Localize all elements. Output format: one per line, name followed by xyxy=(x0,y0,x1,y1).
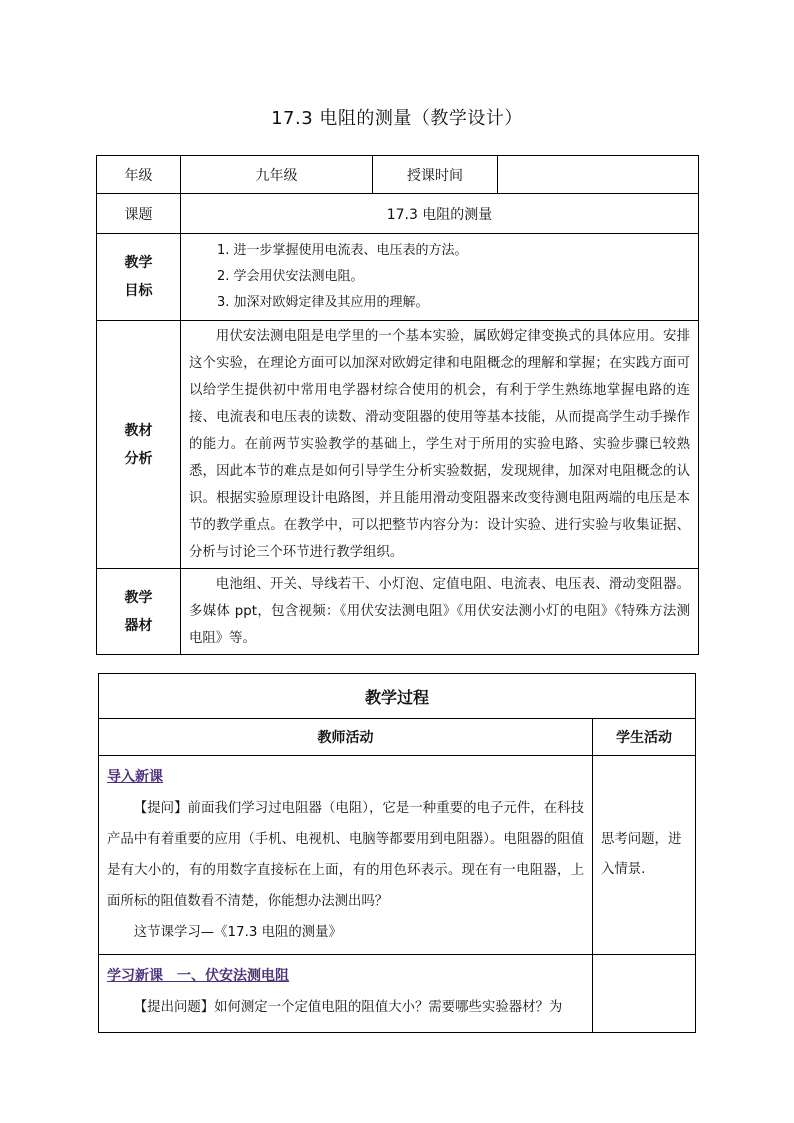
analysis-row xyxy=(97,321,699,569)
materials-label-line1: 教学 xyxy=(124,589,153,606)
class-time-label: 授课时间 xyxy=(373,156,498,194)
analysis-content xyxy=(181,321,699,569)
analysis-label-line2: 分析 xyxy=(124,450,153,467)
grade-label: 年级 xyxy=(97,156,181,194)
teacher-activity-header: 教师活动 xyxy=(99,719,593,756)
intro-closing-text: 这节课学习—《17.3 电阻的测量》 xyxy=(133,925,342,940)
goals-row xyxy=(97,234,699,321)
materials-label-line2: 器材 xyxy=(124,617,153,634)
lesson-info-table xyxy=(96,155,699,655)
goal-item: 2. 学会用伏安法测电阻。 xyxy=(217,269,364,284)
new-lesson-row xyxy=(99,955,696,1033)
materials-content xyxy=(181,569,699,655)
student-activity-header: 学生活动 xyxy=(593,719,696,756)
intro-row xyxy=(99,756,696,955)
topic-label: 课题 xyxy=(97,194,181,234)
new-lesson-section-heading[interactable]: 学习新课 一、伏安法测电阻 xyxy=(107,968,289,984)
process-title-row xyxy=(99,674,696,719)
process-title: 教学过程 xyxy=(99,674,696,719)
intro-question-text: 【提问】前面我们学习过电阻器（电阻），它是一种重要的电子元件，在科技产品中有着重要的应用（手机、电视机、电脑等都要用到电阻器）。电阻器的阻值是有大小的，有的用数字直接标在上面，有的用色环表示。现在有一电阻器，上面所标的阻值数看不清楚，你能想办法测出吗？ xyxy=(107,801,584,909)
analysis-label xyxy=(97,321,181,569)
intro-student-cell: 思考问题，进入情景. xyxy=(593,756,696,955)
process-header-row xyxy=(99,719,696,756)
goals-label-line1: 教学 xyxy=(124,255,153,271)
analysis-label-line1: 教材 xyxy=(124,422,153,439)
document-title: 17.3 电阻的测量（教学设计） xyxy=(271,108,523,129)
materials-text: 电池组、开关、导线若干、小灯泡、定值电阻、电流表、电压表、滑动变阻器。多媒体 ppt，包含视频：《用伏安法测电阻》《用伏安法测小灯的电阻》《特殊方法测电阻》等。 xyxy=(189,577,690,646)
goal-item: 3. 加深对欧姆定律及其应用的理解。 xyxy=(217,295,429,310)
intro-teacher-cell xyxy=(99,756,593,955)
grade-row xyxy=(97,156,699,194)
intro-section-heading[interactable]: 导入新课 xyxy=(107,769,163,785)
new-lesson-question-text: 【提出问题】如何测定一个定值电阻的阻值大小？需要哪些实验器材？为 xyxy=(133,1000,563,1015)
topic-value: 17.3 电阻的测量 xyxy=(181,194,699,234)
materials-row xyxy=(97,569,699,655)
new-lesson-teacher-cell xyxy=(99,955,593,1033)
goals-label-line2: 目标 xyxy=(124,283,153,299)
goals-label xyxy=(97,234,181,321)
goal-item: 1. 进一步掌握使用电流表、电压表的方法。 xyxy=(217,243,468,258)
class-time-value xyxy=(498,156,699,194)
grade-value: 九年级 xyxy=(181,156,373,194)
analysis-text: 用伏安法测电阻是电学里的一个基本实验，属欧姆定律变换式的具体应用。安排这个实验，在理论方面可以加深对欧姆定律和电阻概念的理解和掌握；在实践方面可以给学生提供初中常用电学器材综合使用的机会，有利于学生熟练地掌握电路的连接、电流表和电压表的读数、滑动变阻器的使用等基本技能，从而提高学生动手操作的能力。在前两节实验教学的基础上，学生对于所用的实验电路、实验步骤已较熟悉，因此本节的难点是如何引导学生分析实验数据，发现规律，加深对电阻概念的认识。根据实验原理设计电路图，并且能用滑动变阻器来改变待测电阻两端的电压是本节的教学重点。在教学中，可以把整节内容分为：设计实验、进行实验与收集证据、分析与讨论三个环节进行教学组织。 xyxy=(189,329,690,560)
new-lesson-student-cell xyxy=(593,955,696,1033)
goals-content xyxy=(181,234,699,321)
materials-label xyxy=(97,569,181,655)
topic-row xyxy=(97,194,699,234)
teaching-process-table xyxy=(98,673,696,1033)
